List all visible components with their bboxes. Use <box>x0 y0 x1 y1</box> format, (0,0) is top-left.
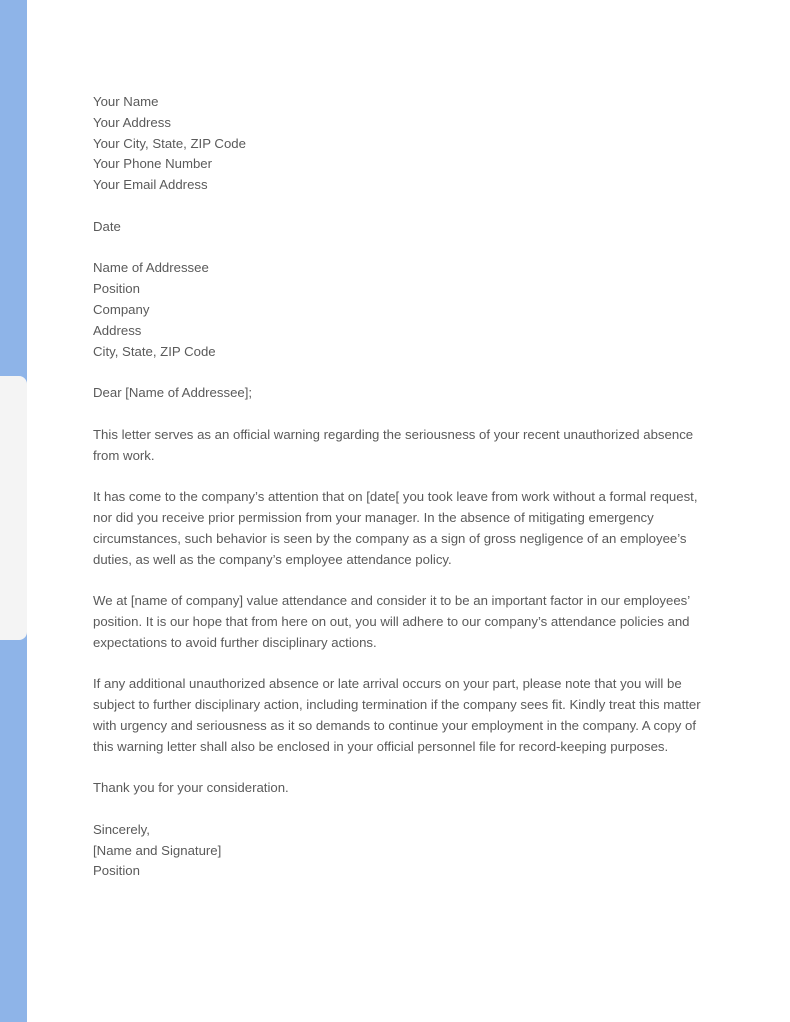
letter-body <box>93 92 703 882</box>
recipient-position: Position <box>93 281 140 297</box>
signoff-sincerely: Sincerely, <box>93 821 150 837</box>
sender-city: Your City, State, ZIP Code <box>93 135 246 151</box>
sender-phone: Your Phone Number <box>93 156 213 172</box>
salutation: Dear [Name of Addressee]; <box>93 385 253 401</box>
letter-date: Date <box>93 218 121 234</box>
paragraph: If any additional unauthorized absence or late arrival occurs on your part, please note that you will be subject to further disciplinary action, including termination if the company sees fit. Kindly treat this matter with urgency and seriousness as it so demands to continue your employment in the company. A copy of this warning letter shall also be enclosed in your official personnel file for record-keeping purposes. <box>93 676 701 754</box>
sender-address: Your Address <box>93 114 171 130</box>
paragraph: This letter serves as an official warning regarding the seriousness of your recent unauthorized absence from work. <box>93 426 694 463</box>
sender-block <box>93 92 703 196</box>
sender-name: Your Name <box>93 94 159 109</box>
paragraph: We at [name of company] value attendance and consider it to be an important factor in our employees’ position. It is our hope that from here on out, you will adhere to our company’s attendance policies and expectations to avoid further disciplinary actions. <box>93 593 690 650</box>
recipient-company: Company <box>93 301 150 317</box>
closing-thanks: Thank you for your consideration. <box>93 780 289 796</box>
signoff-signature: [Name and Signature] <box>93 842 222 858</box>
signoff-position: Position <box>93 863 140 879</box>
recipient-city: City, State, ZIP Code <box>93 343 216 359</box>
sender-email: Your Email Address <box>93 177 208 193</box>
side-panel <box>0 376 27 640</box>
paragraph: It has come to the company’s attention that on [date[ you took leave from work without a formal request, nor did you receive prior permission from your manager. In the absence of mitigating emergency circumstances, such behavior is seen by the company as a sign of gross negligence of an employee’s duties, as well as the company’s employee attendance policy. <box>93 489 698 567</box>
recipient-address: Address <box>93 322 142 338</box>
recipient-name: Name of Addressee <box>93 260 209 276</box>
signoff-block <box>93 820 703 882</box>
recipient-block <box>93 258 703 362</box>
